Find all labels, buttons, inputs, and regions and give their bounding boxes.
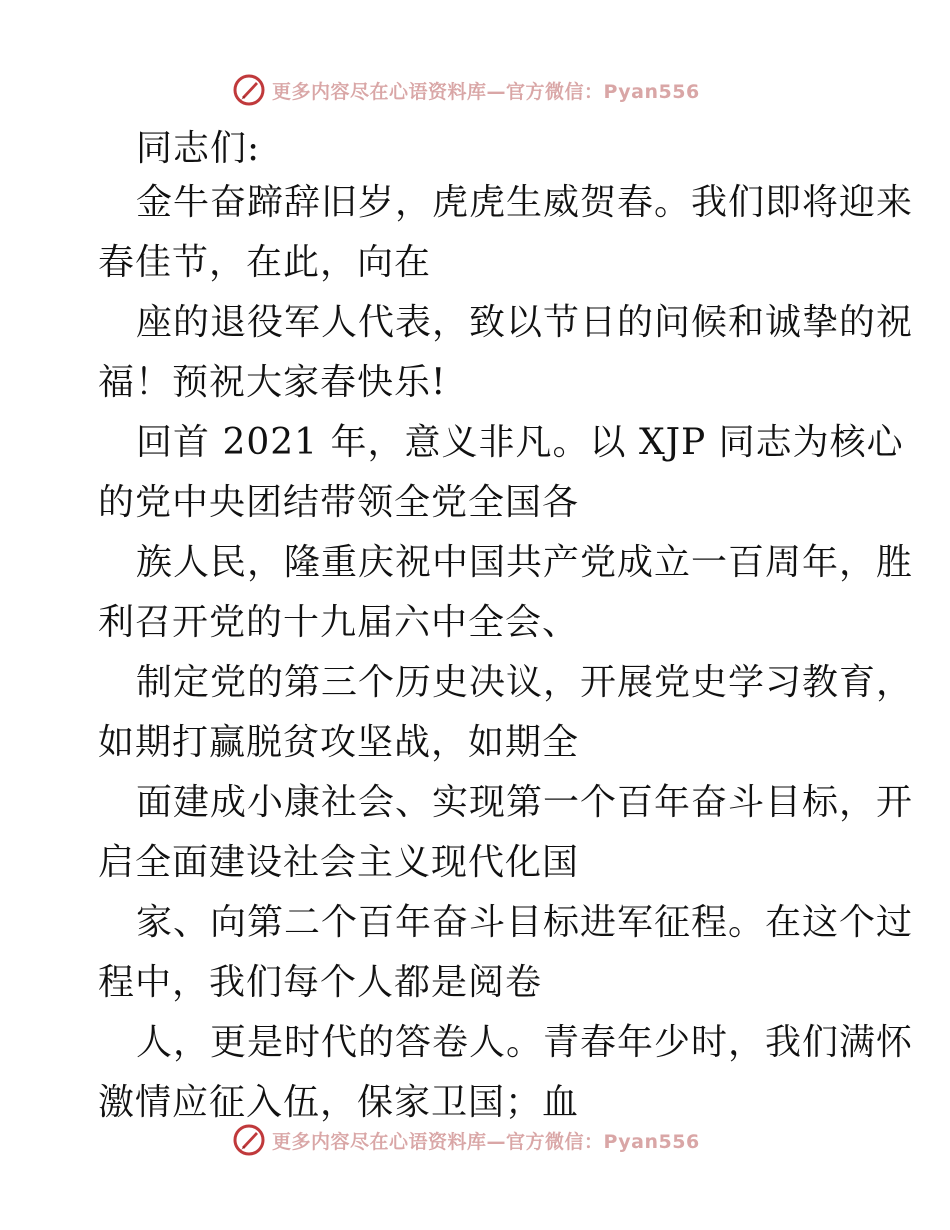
footer-watermark-text: 更多内容尽在心语资料库—官方微信：Pyan556 (272, 1130, 700, 1153)
body-line: 金牛奋蹄辞旧岁，虎虎生威贺春。我们即将迎来 (136, 182, 914, 223)
body-line: 利召开党的十九届六中全会、 (98, 602, 580, 643)
body-line: 座的退役军人代表，致以节日的问候和诚挚的祝 (136, 302, 914, 343)
body-line: 家、向第二个百年奋斗目标进军征程。在这个过 (136, 902, 914, 943)
body-line: 人，更是时代的答卷人。青春年少时，我们满怀 (136, 1022, 914, 1063)
footer-watermark (232, 1120, 700, 1160)
body-line: 启全面建设社会主义现代化国 (98, 842, 580, 883)
body-line: 春佳节，在此，向在 (98, 242, 432, 283)
body-line: 制定党的第三个历史决议，开展党史学习教育， (136, 662, 914, 703)
body-line: 族人民，隆重庆祝中国共产党成立一百周年，胜 (136, 542, 914, 583)
quill-logo-icon (232, 73, 266, 107)
body-line: 如期打赢脱贫攻坚战，如期全 (98, 722, 580, 763)
body-line: 回首 2021 年，意义非凡。以 XJP 同志为核心 (136, 422, 904, 463)
body-line: 的党中央团结带领全党全国各 (98, 482, 580, 523)
document-body (98, 122, 914, 1130)
body-line: 激情应征入伍，保家卫国；血 (98, 1082, 580, 1123)
body-line: 同志们: (136, 128, 261, 169)
body-line: 福！预祝大家春快乐! (98, 362, 447, 403)
body-line: 程中，我们每个人都是阅卷 (98, 962, 543, 1003)
header-watermark (232, 70, 700, 110)
header-watermark-text: 更多内容尽在心语资料库—官方微信：Pyan556 (272, 80, 700, 103)
quill-logo-icon (232, 1123, 266, 1157)
body-line: 面建成小康社会、实现第一个百年奋斗目标，开 (136, 782, 914, 823)
